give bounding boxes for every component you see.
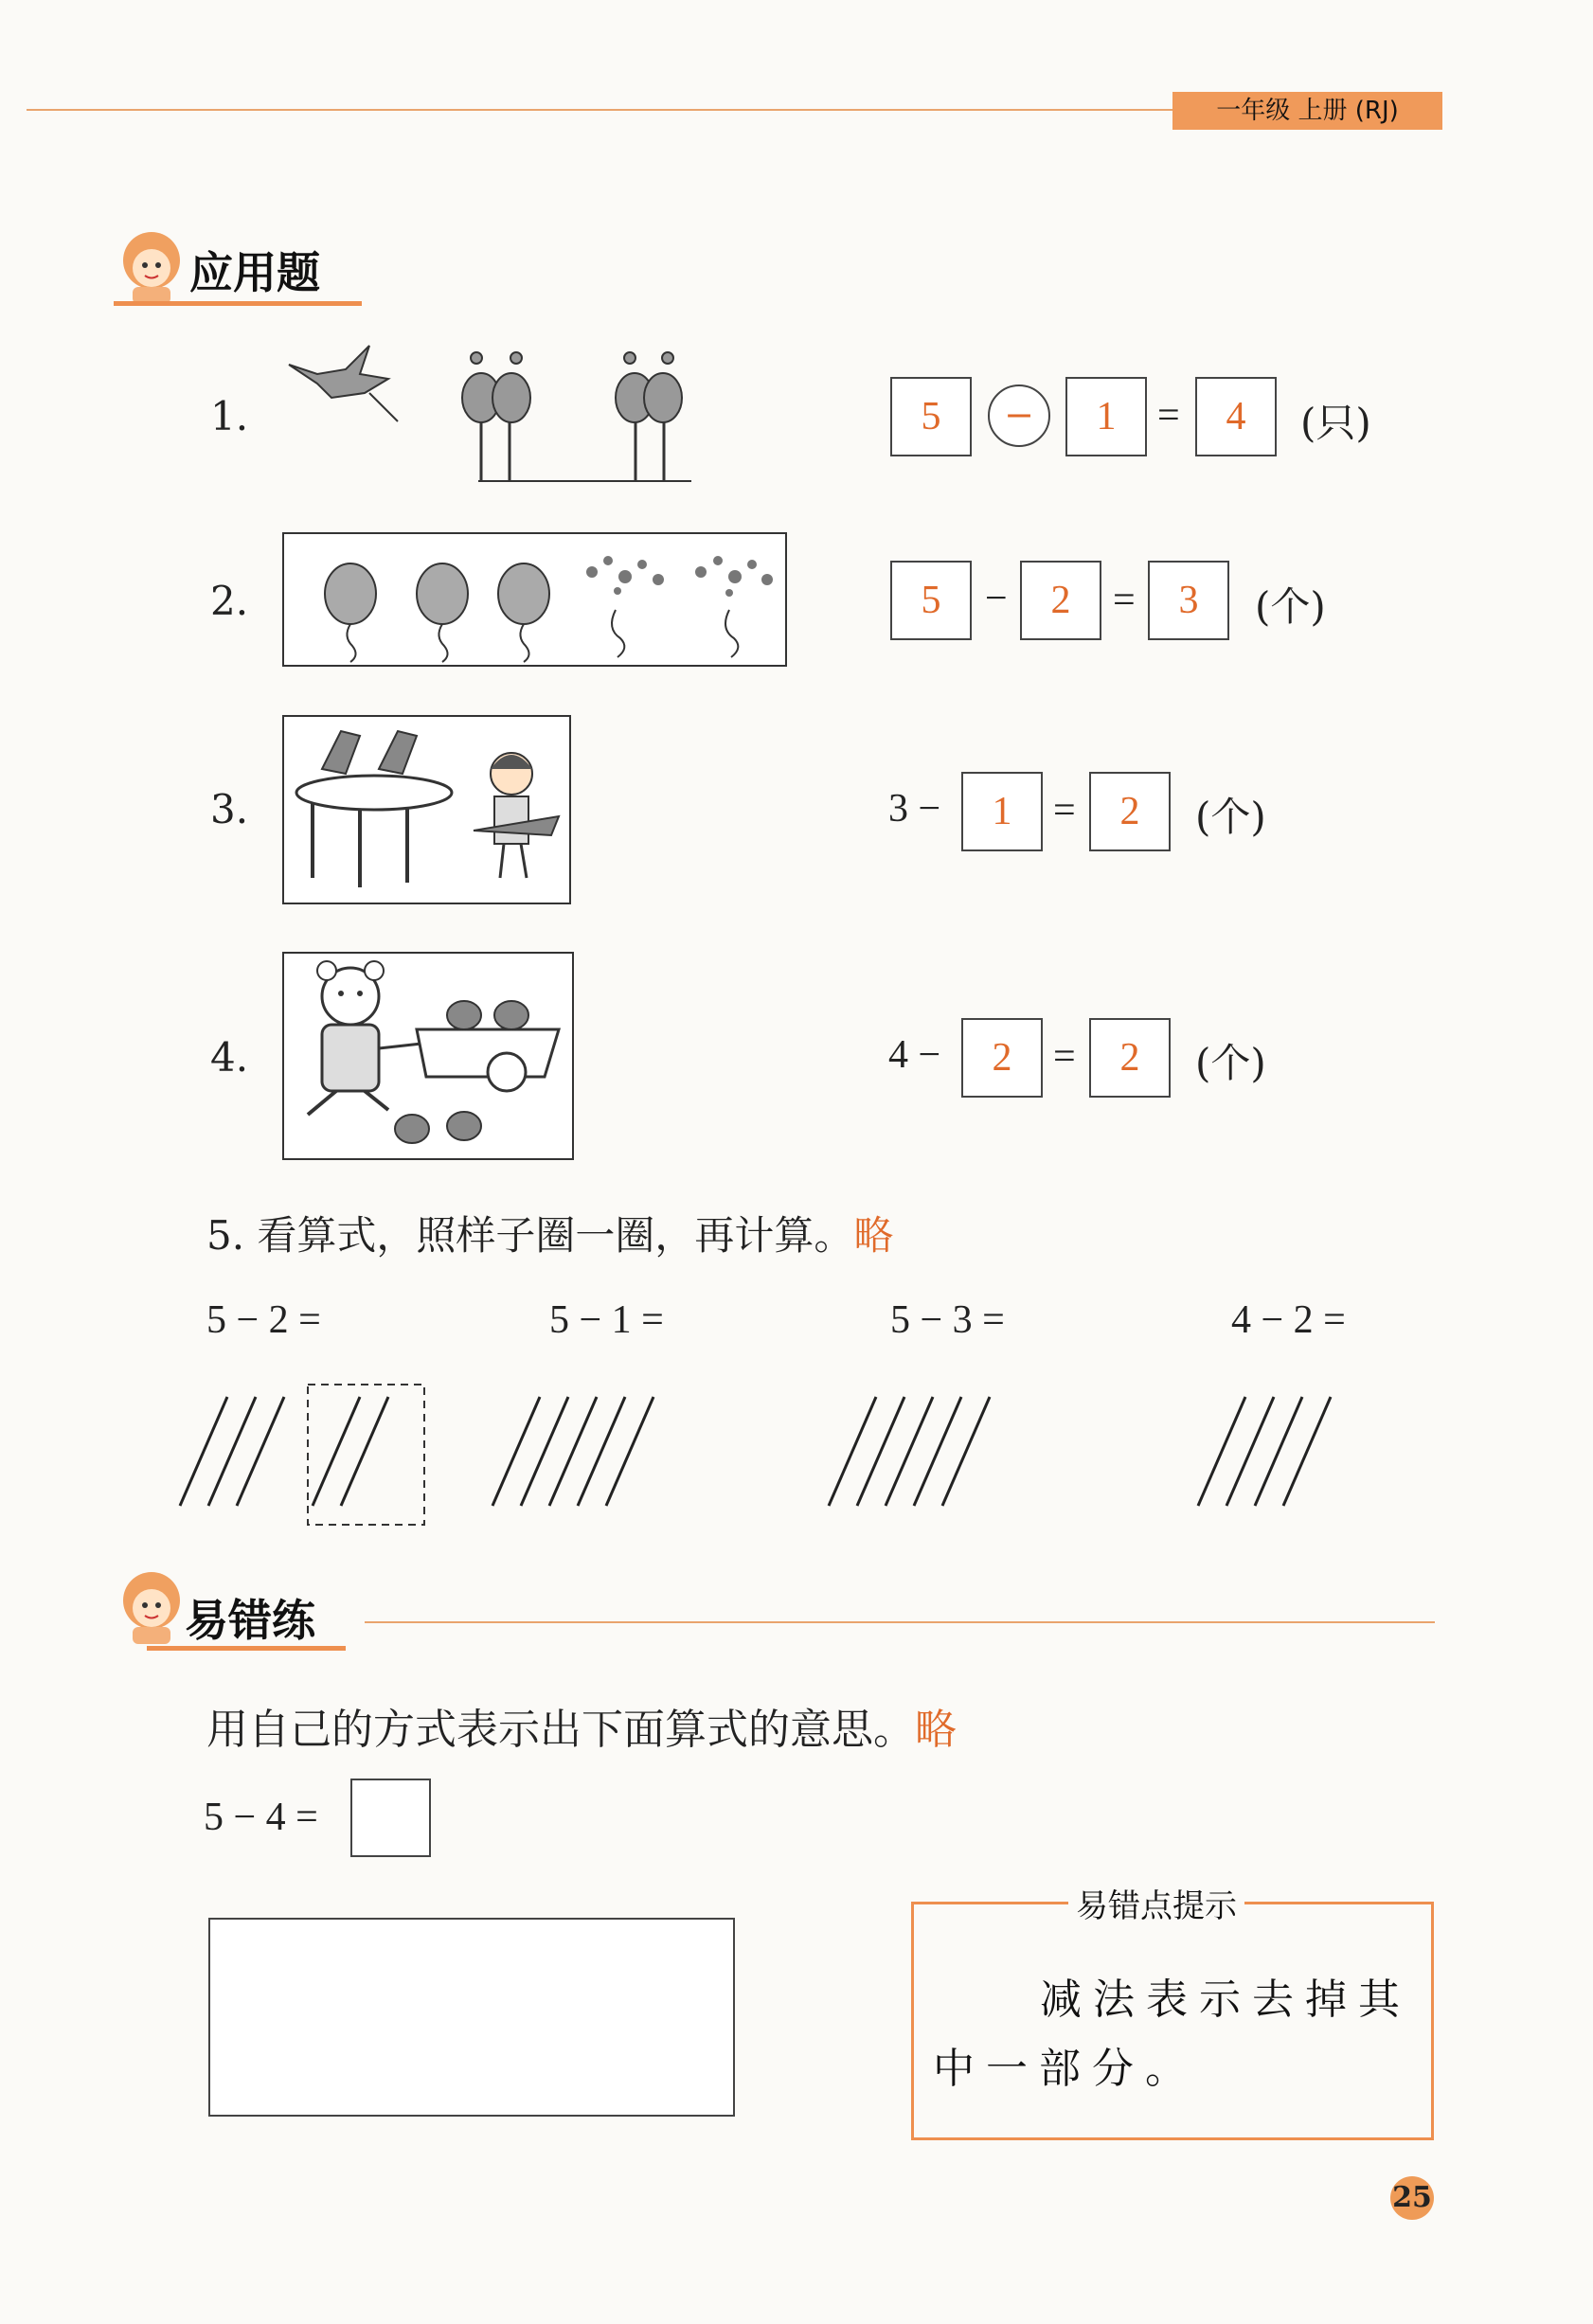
equals-sign: =	[1113, 579, 1136, 622]
unit-label: (只)	[1300, 400, 1371, 446]
header-rule	[27, 109, 1172, 111]
table-and-girl-picture	[282, 715, 571, 904]
answer-box-subtrahend[interactable]: 2	[961, 1018, 1043, 1098]
answer-box-subtrahend[interactable]: 2	[1020, 561, 1101, 640]
section-rule	[365, 1621, 1435, 1623]
hint-text-line2: 中一部分。	[933, 2045, 1198, 2093]
answer-box-empty[interactable]	[350, 1779, 431, 1857]
answer-box-subtrahend[interactable]: 1	[961, 772, 1043, 851]
drawing-area-box[interactable]	[208, 1918, 735, 2117]
answer-box-minuend[interactable]: 5	[890, 377, 972, 456]
answer-box-result[interactable]: 2	[1089, 772, 1171, 851]
minus-sign: −	[985, 577, 1008, 620]
error-prone-instruction: 用自己的方式表示出下面算式的意思。	[206, 1706, 915, 1754]
answer-omitted: 略	[853, 1212, 894, 1259]
circle-expression: 5 − 1 =	[549, 1298, 664, 1342]
answer-omitted: 略	[915, 1706, 957, 1754]
bear-cart-picture	[282, 952, 574, 1160]
circle-expression: 5 − 3 =	[890, 1298, 1005, 1342]
page-number: 25	[1390, 2176, 1434, 2220]
equals-sign: =	[1053, 1035, 1076, 1079]
question-5-text	[206, 1205, 893, 1261]
circle-expression: 5 − 2 =	[206, 1298, 321, 1342]
unit-label: (个)	[1195, 1040, 1266, 1086]
question-number: 2.	[210, 578, 249, 624]
girl-mascot-icon	[109, 1563, 194, 1648]
section-title-underline	[147, 1646, 346, 1651]
question-number: 4.	[210, 1034, 249, 1081]
question-number: 3.	[210, 786, 249, 832]
subtraction-expression: 5 − 4 =	[204, 1796, 318, 1839]
equation-prefix: 4 −	[888, 1033, 941, 1077]
error-prone-question	[206, 1695, 957, 1756]
example-circle-dashed	[308, 1385, 424, 1525]
question-number: 1.	[210, 393, 249, 439]
equals-sign: =	[1053, 789, 1076, 832]
section-title-underline	[114, 301, 362, 306]
answer-box-result[interactable]: 3	[1148, 561, 1229, 640]
question-5-instruction: 5. 看算式，照样子圈一圈，再计算。	[206, 1212, 854, 1259]
equals-sign: =	[1157, 394, 1180, 438]
hint-text-line1: 减法表示去掉其	[1040, 1975, 1411, 2024]
answer-box-result[interactable]: 4	[1195, 377, 1277, 456]
answer-circle-operator[interactable]: −	[988, 384, 1050, 447]
answer-box-minuend[interactable]: 5	[890, 561, 972, 640]
section-title-error-prone: 易错练	[185, 1595, 315, 1646]
cranes-illustration	[279, 341, 696, 488]
grade-badge: 一年级 上册 (RJ)	[1172, 92, 1442, 130]
circle-expression: 4 − 2 =	[1231, 1298, 1346, 1342]
unit-label: (个)	[1255, 583, 1326, 630]
equation-prefix: 3 −	[888, 787, 941, 831]
section-title-application: 应用题	[189, 247, 320, 298]
balloons-picture	[282, 532, 787, 667]
unit-label: (个)	[1195, 794, 1266, 840]
girl-mascot-icon	[109, 223, 194, 308]
tally-sticks-groups	[133, 1373, 1421, 1534]
answer-box-result[interactable]: 2	[1089, 1018, 1171, 1098]
answer-box-subtrahend[interactable]: 1	[1065, 377, 1147, 456]
hint-title: 易错点提示	[1068, 1880, 1244, 1926]
